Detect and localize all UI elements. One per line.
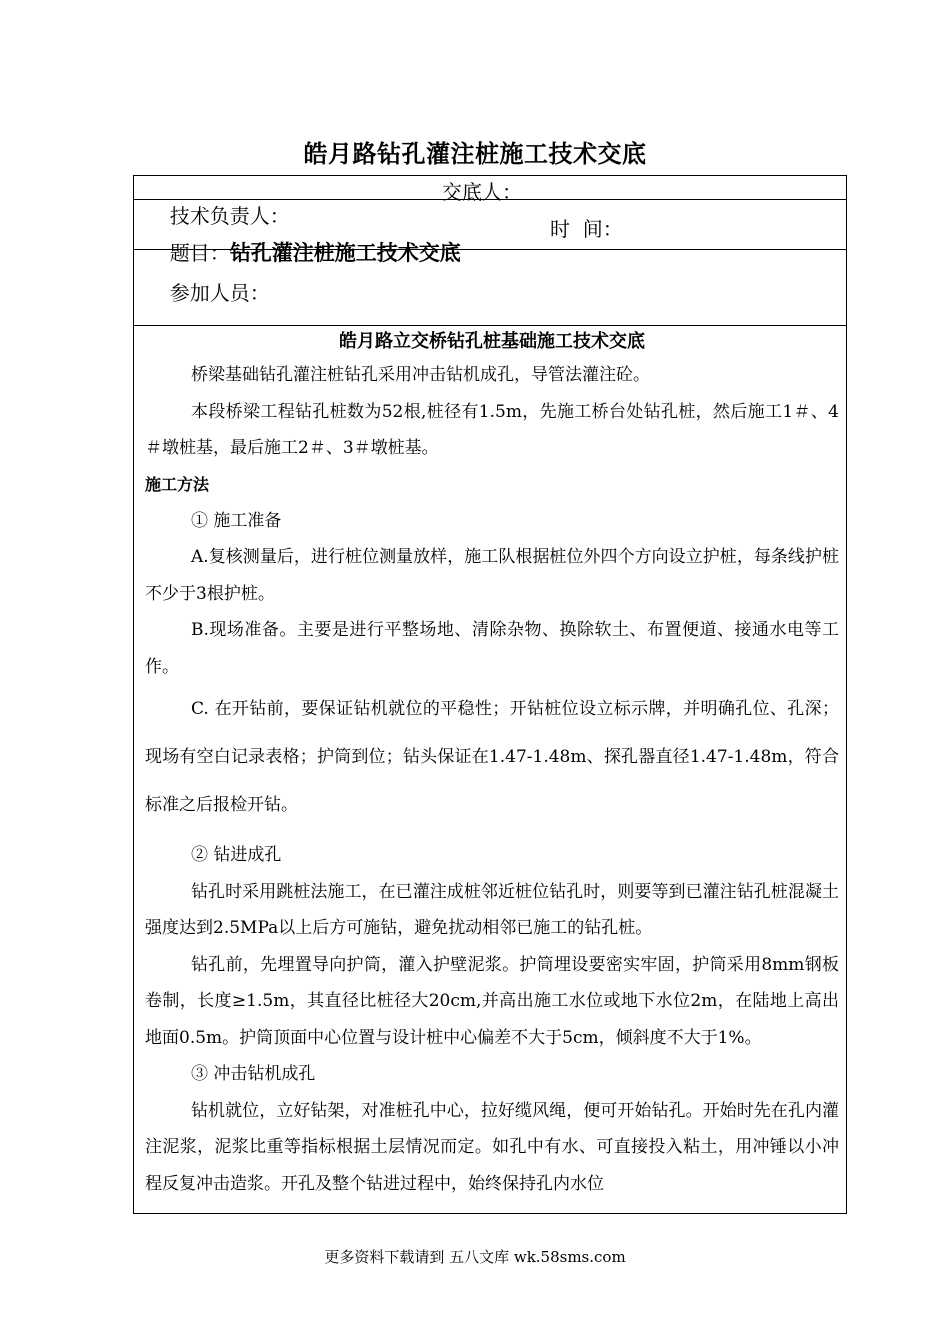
step-paragraph: A.复核测量后，进行桩位测量放样，施工队根据桩位外四个方向设立护桩，每条线护桩不少于3根护桩。 (145, 547, 839, 604)
topic-label: 题目： (169, 241, 230, 265)
section-title: 皓月路立交桥钻孔桩基础施工技术交底 (339, 331, 645, 352)
document-body (145, 327, 839, 1202)
step-paragraph: 钻机就位，立好钻架，对准桩孔中心，拉好缆风绳，便可开始钻孔。开始时先在孔内灌注泥浆，泥浆比重等指标根据土层情况而定。如孔中有水、可直接投入粘土，用冲锤以小冲程反复冲击造浆。开孔及整个钻进过程中，始终保持孔内水位 (145, 1100, 839, 1194)
step-paragraph: C. 在开钻前，要保证钻机就位的平稳性；开钻桩位设立标示牌，并明确孔位、孔深；现场有空白记录表格；护筒到位；钻头保证在1.47-1.48m、探孔器直径1.47-1.48m，符合标准之后报检开钻。 (145, 699, 839, 815)
page-footer: 更多资料下载请到 五八文库 wk.58sms.com (324, 1248, 626, 1266)
step-heading: ② 钻进成孔 (191, 845, 282, 865)
step-heading: ③ 冲击钻机成孔 (191, 1064, 316, 1084)
tech-lead-label: 技术负责人： (169, 204, 290, 228)
intro-paragraph: 桥梁基础钻孔灌注桩钻孔采用冲击钻机成孔，导管法灌注砼。 (191, 365, 650, 385)
table-divider (133, 325, 847, 326)
participants-row (157, 253, 270, 306)
step-paragraph: B.现场准备。主要是进行平整场地、清除杂物、换除软土、布置便道、接通水电等工作。 (145, 620, 839, 677)
method-heading: 施工方法 (145, 474, 210, 494)
presenter-label: 交底人： (442, 180, 522, 204)
intro-paragraph: 本段桥梁工程钻孔桩数为52根,桩径有1.5m，先施工桥台处钻孔桩，然后施工1＃、4＃墩桩基，最后施工2＃、3＃墩桩基。 (145, 401, 839, 458)
step-paragraph: 钻孔时采用跳桩法施工，在已灌注成桩邻近桩位钻孔时，则要等到已灌注钻孔桩混凝土强度达到2.5MPa以上后方可施钻，避免扰动相邻已施工的钻孔桩。 (145, 881, 839, 938)
step-heading: ① 施工准备 (191, 510, 282, 531)
step-paragraph: 钻孔前，先埋置导向护筒，灌入护壁泥浆。护筒埋设要密实牢固，护筒采用8mm钢板卷制，长度≥1.5m，其直径比桩径大20cm,并高出施工水位或地下水位2m，在陆地上高出地面0.5m。护筒顶面中心位置与设计桩中心偏差不大于5cm，倾斜度不大于1%。 (145, 954, 839, 1048)
participants-label: 参加人员： (169, 281, 270, 305)
time-label: 时 间： (550, 217, 623, 241)
topic-value: 钻孔灌注桩施工技术交底 (229, 241, 461, 265)
document-title: 皓月路钻孔灌注桩施工技术交底 (303, 140, 647, 168)
